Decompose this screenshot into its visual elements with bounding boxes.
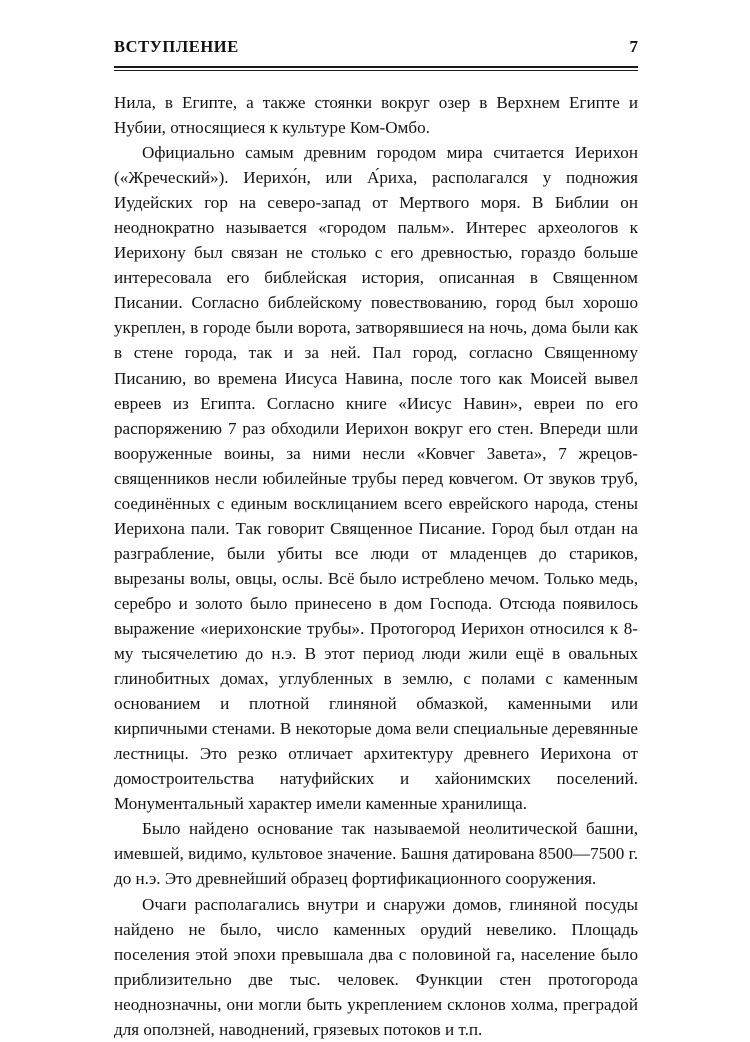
running-header-title: ВСТУПЛЕНИЕ — [114, 37, 239, 56]
paragraph: Нила, в Египте, а также стоянки вокруг озер в Верхнем Египте и Нубии, относящиеся к культуре Ком-Омбо. — [114, 93, 638, 138]
paragraph: Очаги располагались внутри и снаружи домов, глиняной посуды найдено не было, число каменных орудий невелико. Площадь поселения этой эпохи превышала два с половиной га, население было приблизительно две тыс. человек. Функции стен протогорода неоднозначны, они могли быть укреплением склонов холма, преградой для оползней, наводнений, грязевых потоков и т.п. — [114, 894, 638, 1039]
body-text-block — [114, 90, 638, 1042]
paragraph: Было найдено основание так называемой неолитической башни, имевшей, видимо, культовое значение. Башня датирована 8500—7500 г. до н.э. Это древнейший образец фортификационного сооружения. — [114, 819, 638, 889]
paragraph: Официально самым древним городом мира считается Иерихон («Жреческий»). Иерихо́н, или А́риха, располагался у подножия Иудейских гор на северо-запад от Мертвого моря. В Библии он неоднократно называется «городом пальм». Интерес археологов к Иерихону был связан не столько с его древностью, гораздо больше интересовала его библейская история, описанная в Священном Писании. Согласно библейскому повествованию, город был хорошо укреплен, в городе были ворота, затворявшиеся на ночь, дома были как в стене города, так и за ней. Пал город, согласно Священному Писанию, во времена Иисуса Навина, после того как Моисей вывел евреев из Египта. Согласно книге «Иисус Навин», евреи по его распоряжению 7 раз обходили Иерихон вокруг его стен. Впереди шли вооруженные воины, за ними несли «Ковчег Завета», 7 жрецов-священников несли юбилейные трубы перед ковчегом. От звуков труб, соединённых с единым восклицанием всего еврейского народа, стены Иерихона пали. Так говорит Священное Писание. Город был отдан на разграбление, были убиты все люди от младенцев до стариков, вырезаны волы, овцы, ослы. Всё было истреблено мечом. Только медь, серебро и золото было принесено в дом Господа. Отсюда появилось выражение «иерихонские трубы». Протогород Иерихон относился к 8-му тысячелетию до н.э. В этот период люди жили ещё в овальных глинобитных домах, углубленных в землю, с полами с каменным основанием и плотной глиняной обмазкой, каменными или кирпичными стенами. В некоторые дома вели специальные деревянные лестницы. Это резко отличает архитектуру древнего Иерихона от домостроительства натуфийских и хайонимских поселений. Монументальный характер имели каменные хранилища. — [114, 143, 638, 814]
page-number: 7 — [629, 37, 638, 56]
running-header — [114, 38, 638, 62]
header-double-rule — [114, 66, 638, 71]
page-content-frame — [114, 38, 638, 1042]
header-rule-thin — [114, 70, 638, 71]
